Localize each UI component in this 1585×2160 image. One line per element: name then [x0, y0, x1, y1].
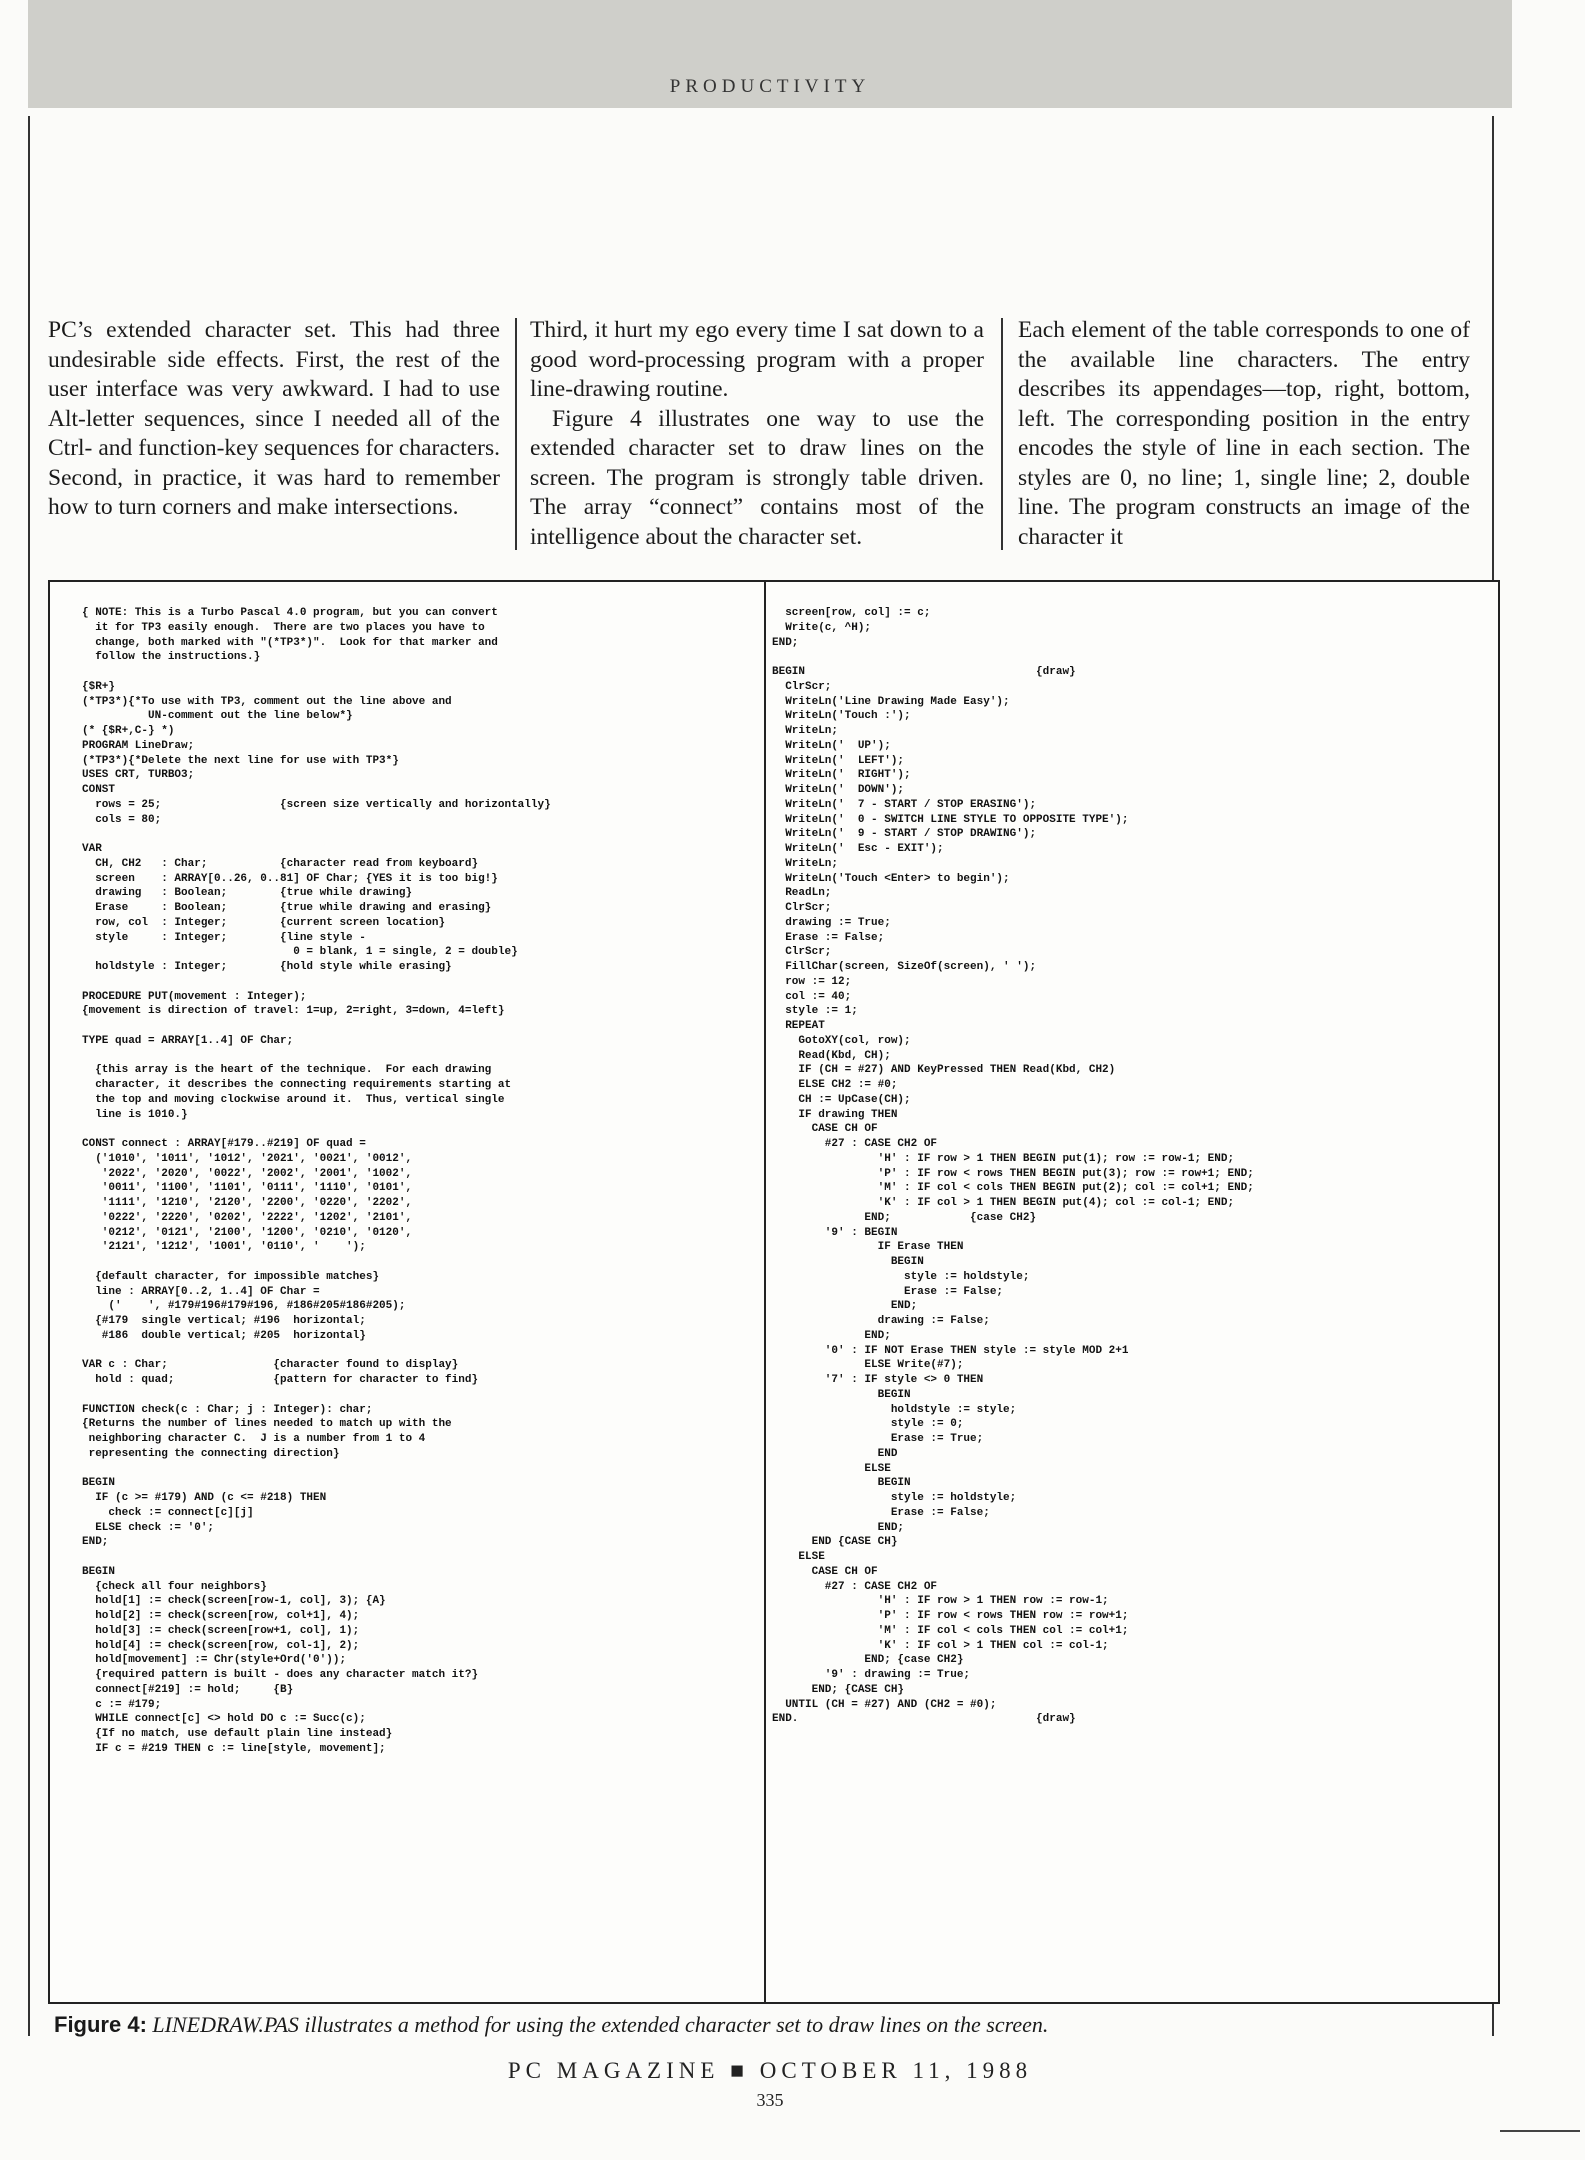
article-paragraph: Each element of the table corresponds to one of the available line characters. The entry describes its appendages—top, right, bottom, left. The corresponding position in the entry encodes the style of line in each section. The styles are 0, no line; 1, single line; 2, double line. The program constructs an image of the character it [1018, 317, 1470, 550]
figure-label: Figure 4: [54, 2012, 147, 2037]
article-paragraph: PC’s extended character set. This had three undesirable side effects. First, the rest of the user interface was very awkward. I had to use Alt-letter sequences, since I needed all of the Ctrl- and function-key sequences for characters. Second, in practice, it was hard to remember how to turn corners and make intersections. [48, 317, 500, 520]
column-rule [1001, 318, 1003, 550]
article-paragraph: Figure 4 illustrates one way to use the extended character set to draw lines on the screen. The program is strongly table driven. The array “connect” contains most of the intelligence about the character set. [530, 405, 984, 550]
code-column-divider [764, 580, 766, 2002]
column-rule [515, 318, 517, 550]
code-listing-left: { NOTE: This is a Turbo Pascal 4.0 program, but you can convert it for TP3 easily enough. There are two places you have to change, both marked with "(*TP3*)". Look for that marker and follow the instructions.} {$R+} (*TP3*){*To use with TP3, comment out the line above and UN-comment out the line below*} (* {$R+,C-} *) PROGRAM LineDraw; (*TP3*){*Delete the next line for use with TP3*} USES CRT, TURBO3; CONST rows = 25; {screen size vertically and horizontally} cols = 80; VAR CH, CH2 : Char; {character read from keyboard} screen : ARRAY[0..26, 0..81] OF Char; {YES it is too big!} drawing : Boolean; {true while drawing} Erase : Boolean; {true while drawing and erasing} row, col : Integer; {current screen location} style : Integer; {line style - 0 = blank, 1 = single, 2 = double} holdstyle : Integer; {hold style while erasing} PROCEDURE PUT(movement : Integer); {movement is direction of travel: 1=up, 2=right, 3=down, 4=left} TYPE quad = ARRAY[1..4] OF Char; {this array is the heart of the technique. For each drawing character, it describes the connecting requirements starting at the top and moving clockwise around it. Thus, vertical single line is 1010.} CONST connect : ARRAY[#179..#219] OF quad = ('1010', '1011', '1012', '2021', '0021', '0012', '2022', '2020', '0022', '2002', '2001', '1002', '0011', '1100', '1101', '0111', '1110', '0101', '1111', '1210', '2120', '2200', '0220', '2202', '0222', '2220', '0202', '2222', '1202', '2101', '0212', '0121', '2100', '1200', '0210', '0120', '2121', '1212', '1001', '0110', ' '); {default character, for impossible matches} line : ARRAY[0..2, 1..4] OF Char = (' ', #179#196#179#196, #186#205#186#205); {#179 single vertical; #196 horizontal; #186 double vertical; #205 horizontal} VAR c : Char; {character found to display} hold : quad; {pattern for character to find} FUNCTION check(c : Char; j : Integer): char; {Returns the number of lines needed to match up with the neighboring character C. J is a number from 1 to 4 representing the connecting direction} BEGIN IF (c >= #179) AND (c <= #218) THEN check := connect[c][j] ELSE check := '0'; END; BEGIN {check all four neighbors} hold[1] := check(screen[row-1, col], 3); {A} hold[2] := check(screen[row, col+1], 4); hold[3] := check(screen[row+1, col], 1); hold[4] := check(screen[row, col-1], 2); hold[movement] := Chr(style+Ord('0')); {required pattern is built - does any character match it?} connect[#219] := hold; {B} c := #179; WHILE connect[c] <> hold DO c := Succ(c); {If no match, use default plain line instead} IF c = #219 THEN c := line[style, movement]; [82, 607, 551, 1755]
article-column-1 [48, 316, 500, 552]
code-listing-right: screen[row, col] := c; Write(c, ^H); END; BEGIN {draw} ClrScr; WriteLn('Line Drawing Made Easy'); WriteLn('Touch :'); WriteLn; WriteLn(' UP'); WriteLn(' LEFT'); WriteLn(' RIGHT'); WriteLn(' DOWN'); WriteLn(' 7 - START / STOP ERASING'); WriteLn(' 0 - SWITCH LINE STYLE TO OPPOSITE TYPE'); WriteLn(' 9 - START / STOP DRAWING'); WriteLn(' Esc - EXIT'); WriteLn; WriteLn('Touch <Enter> to begin'); ReadLn; ClrScr; drawing := True; Erase := False; ClrScr; FillChar(screen, SizeOf(screen), ' '); row := 12; col := 40; style := 1; REPEAT GotoXY(col, row); Read(Kbd, CH); IF (CH = #27) AND KeyPressed THEN Read(Kbd, CH2) ELSE CH2 := #0; CH := UpCase(CH); IF drawing THEN CASE CH OF #27 : CASE CH2 OF 'H' : IF row > 1 THEN BEGIN put(1); row := row-1; END; 'P' : IF row < rows THEN BEGIN put(3); row := row+1; END; 'M' : IF col < cols THEN BEGIN put(2); col := col+1; END; 'K' : IF col > 1 THEN BEGIN put(4); col := col-1; END; END; {case CH2} '9' : BEGIN IF Erase THEN BEGIN style := holdstyle; Erase := False; END; drawing := False; END; '0' : IF NOT Erase THEN style := style MOD 2+1 ELSE Write(#7); '7' : IF style <> 0 THEN BEGIN holdstyle := style; style := 0; Erase := True; END ELSE BEGIN style := holdstyle; Erase := False; END; END {CASE CH} ELSE CASE CH OF #27 : CASE CH2 OF 'H' : IF row > 1 THEN row := row-1; 'P' : IF row < rows THEN row := row+1; 'M' : IF col < cols THEN col := col+1; 'K' : IF col > 1 THEN col := col-1; END; {case CH2} '9' : drawing := True; END; {CASE CH} UNTIL (CH = #27) AND (CH2 = #0); END. {draw} [772, 607, 1254, 1726]
figure-caption-text: LINEDRAW.PAS illustrates a method for using the extended character set to draw lines on the screen. [152, 2012, 1049, 2037]
footer-publication: PC MAGAZINE ■ OCTOBER 11, 1988 [507, 2058, 1033, 2083]
figure-caption [54, 2012, 1484, 2038]
section-label: PRODUCTIVITY [669, 76, 871, 97]
article-column-2 [530, 316, 984, 552]
corner-rule [1500, 2130, 1580, 2132]
article-column-3 [1018, 316, 1470, 552]
page-number: 335 [756, 2090, 784, 2110]
article-paragraph: Third, it hurt my ego every time I sat down to a good word-processing program with a proper line-drawing routine. [530, 317, 984, 402]
